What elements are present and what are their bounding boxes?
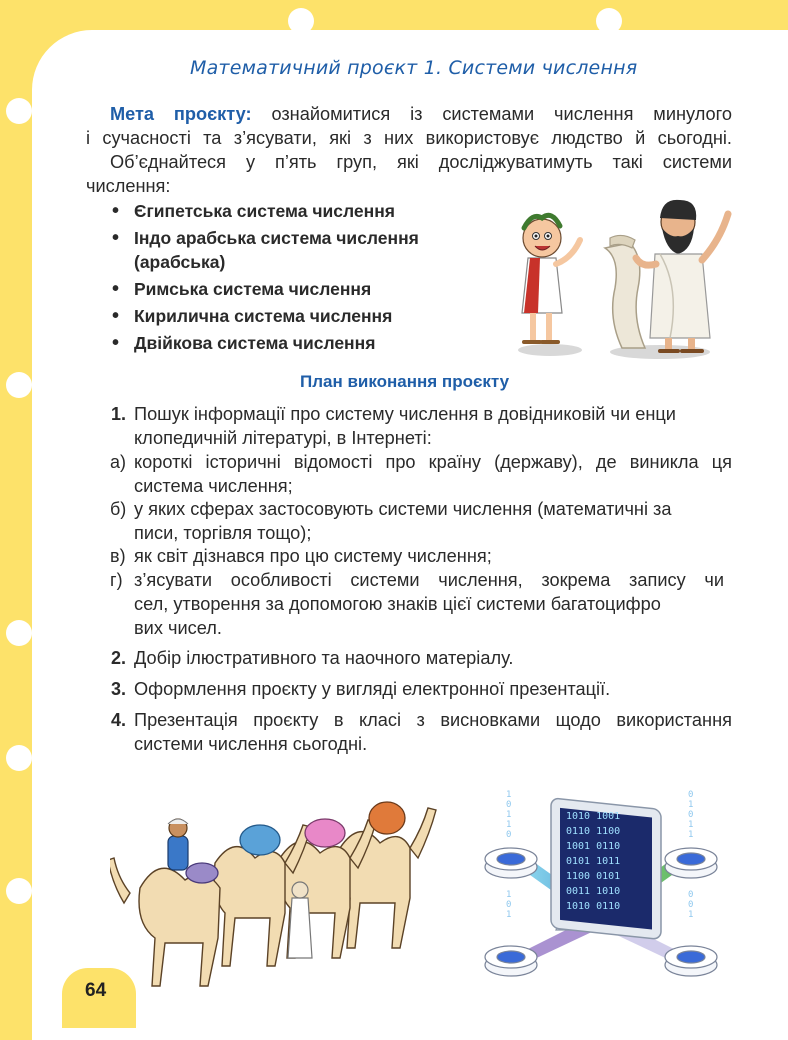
- decor-dot: [6, 98, 32, 124]
- list-item: • Двійкова система числення: [110, 331, 419, 355]
- substep-b-line-2: писи, торгівля тощо);: [134, 523, 312, 543]
- intro-line-2: числення:: [86, 176, 171, 196]
- substep-a-line-1: короткі історичні відомості про країну (державу), де виникла ця: [134, 452, 732, 472]
- binary-stream-digit: 0: [688, 810, 694, 820]
- binary-stream-digit: 0: [506, 800, 512, 810]
- substep-g-line-1: з’ясувати особливості системи числення, зокрема запису чи: [134, 570, 724, 590]
- goal-label: Мета проєкту:: [110, 104, 252, 124]
- binary-stream-digit: 1: [506, 910, 512, 920]
- binary-stream-digit: 0: [688, 790, 694, 800]
- decor-dot: [6, 745, 32, 771]
- plan-title: План виконання проєкту: [300, 372, 510, 391]
- binary-stream-digit: 0: [688, 890, 694, 900]
- binary-screen-row: 1001 0110: [566, 841, 621, 852]
- binary-screen-row: 1010 0110: [566, 901, 621, 912]
- page-number: 64: [85, 980, 107, 1001]
- goal-text-1: ознайомитися із системами числення минулого: [271, 104, 732, 124]
- binary-stream-digit: 1: [688, 820, 694, 830]
- substep-marker: в): [110, 546, 126, 566]
- substep-b-line-1: у яких сферах застосовують системи числення (математичні за: [134, 499, 672, 519]
- binary-stream-digit: 1: [688, 910, 694, 920]
- list-item-line: Індо арабська система числення: [134, 228, 419, 248]
- page-title: Математичний проєкт 1. Системи числення: [190, 57, 638, 79]
- list-item-line: (арабська): [134, 252, 226, 272]
- binary-stream-digit: 1: [506, 790, 512, 800]
- binary-stream-digit: 1: [688, 800, 694, 810]
- substep-marker: г): [110, 570, 123, 590]
- step-2-text: Добір ілюстративного та наочного матеріалу.: [134, 648, 514, 668]
- step-3-text: Оформлення проєкту у вигляді електронної презентації.: [134, 679, 611, 699]
- step-1-line-2: клопедичній літературі, в Інтернеті:: [134, 428, 432, 448]
- step-1-line-1: Пошук інформації про систему числення в довідниковій чи енци: [134, 404, 676, 424]
- goal-line-2: і сучасності та з’ясувати, які з них використовує людство й сьогодні.: [86, 128, 732, 148]
- step-4-line-1: Презентація проєкту в класі з висновками щодо використання: [134, 710, 732, 730]
- binary-stream-digit: 0: [688, 900, 694, 910]
- goal-line-1: [110, 102, 732, 126]
- romans-illustration: [510, 188, 740, 363]
- list-item: • Єгипетська система числення: [110, 199, 419, 223]
- camel-caravan-illustration: [110, 788, 440, 993]
- binary-screen-row: 0101 1011: [566, 856, 621, 867]
- systems-list: [110, 199, 419, 358]
- decor-dot: [6, 620, 32, 646]
- binary-stream-digit: 1: [506, 820, 512, 830]
- binary-stream-digit: 1: [506, 810, 512, 820]
- binary-stream-digit: 0: [506, 830, 512, 840]
- binary-screen-row: 1100 0101: [566, 871, 621, 882]
- list-item: • Римська система числення: [110, 277, 419, 301]
- binary-network-illustration: [476, 785, 726, 1000]
- decor-dot: [6, 372, 32, 398]
- intro-line-1: Об’єднайтеся у п’ять груп, які досліджуватимуть такі системи: [110, 152, 732, 172]
- list-item: • Кирилична система числення: [110, 304, 419, 328]
- substep-marker: а): [110, 452, 127, 472]
- step-number: 1.: [111, 404, 127, 424]
- binary-stream-digit: 1: [688, 830, 694, 840]
- decor-dot: [6, 878, 32, 904]
- substep-g-line-2: сел, утворення за допомогою знаків цієї системи багатоцифро: [134, 594, 661, 614]
- binary-screen-row: 0011 1010: [566, 886, 621, 897]
- step-number: 2.: [111, 648, 127, 668]
- substep-g-line-3: вих чисел.: [134, 618, 222, 638]
- step-number: 4.: [111, 710, 127, 730]
- binary-screen-row: 0110 1100: [566, 826, 621, 837]
- substep-v-line-1: як світ дізнався про цю систему числення;: [134, 546, 492, 566]
- list-item: [110, 226, 419, 274]
- binary-screen-row: 1010 1001: [566, 811, 621, 822]
- substep-marker: б): [110, 499, 127, 519]
- binary-stream-digit: 0: [506, 900, 512, 910]
- step-4-line-2: системи числення сьогодні.: [134, 734, 368, 754]
- substep-a-line-2: система числення;: [134, 476, 293, 496]
- step-number: 3.: [111, 679, 127, 699]
- binary-stream-digit: 1: [506, 890, 512, 900]
